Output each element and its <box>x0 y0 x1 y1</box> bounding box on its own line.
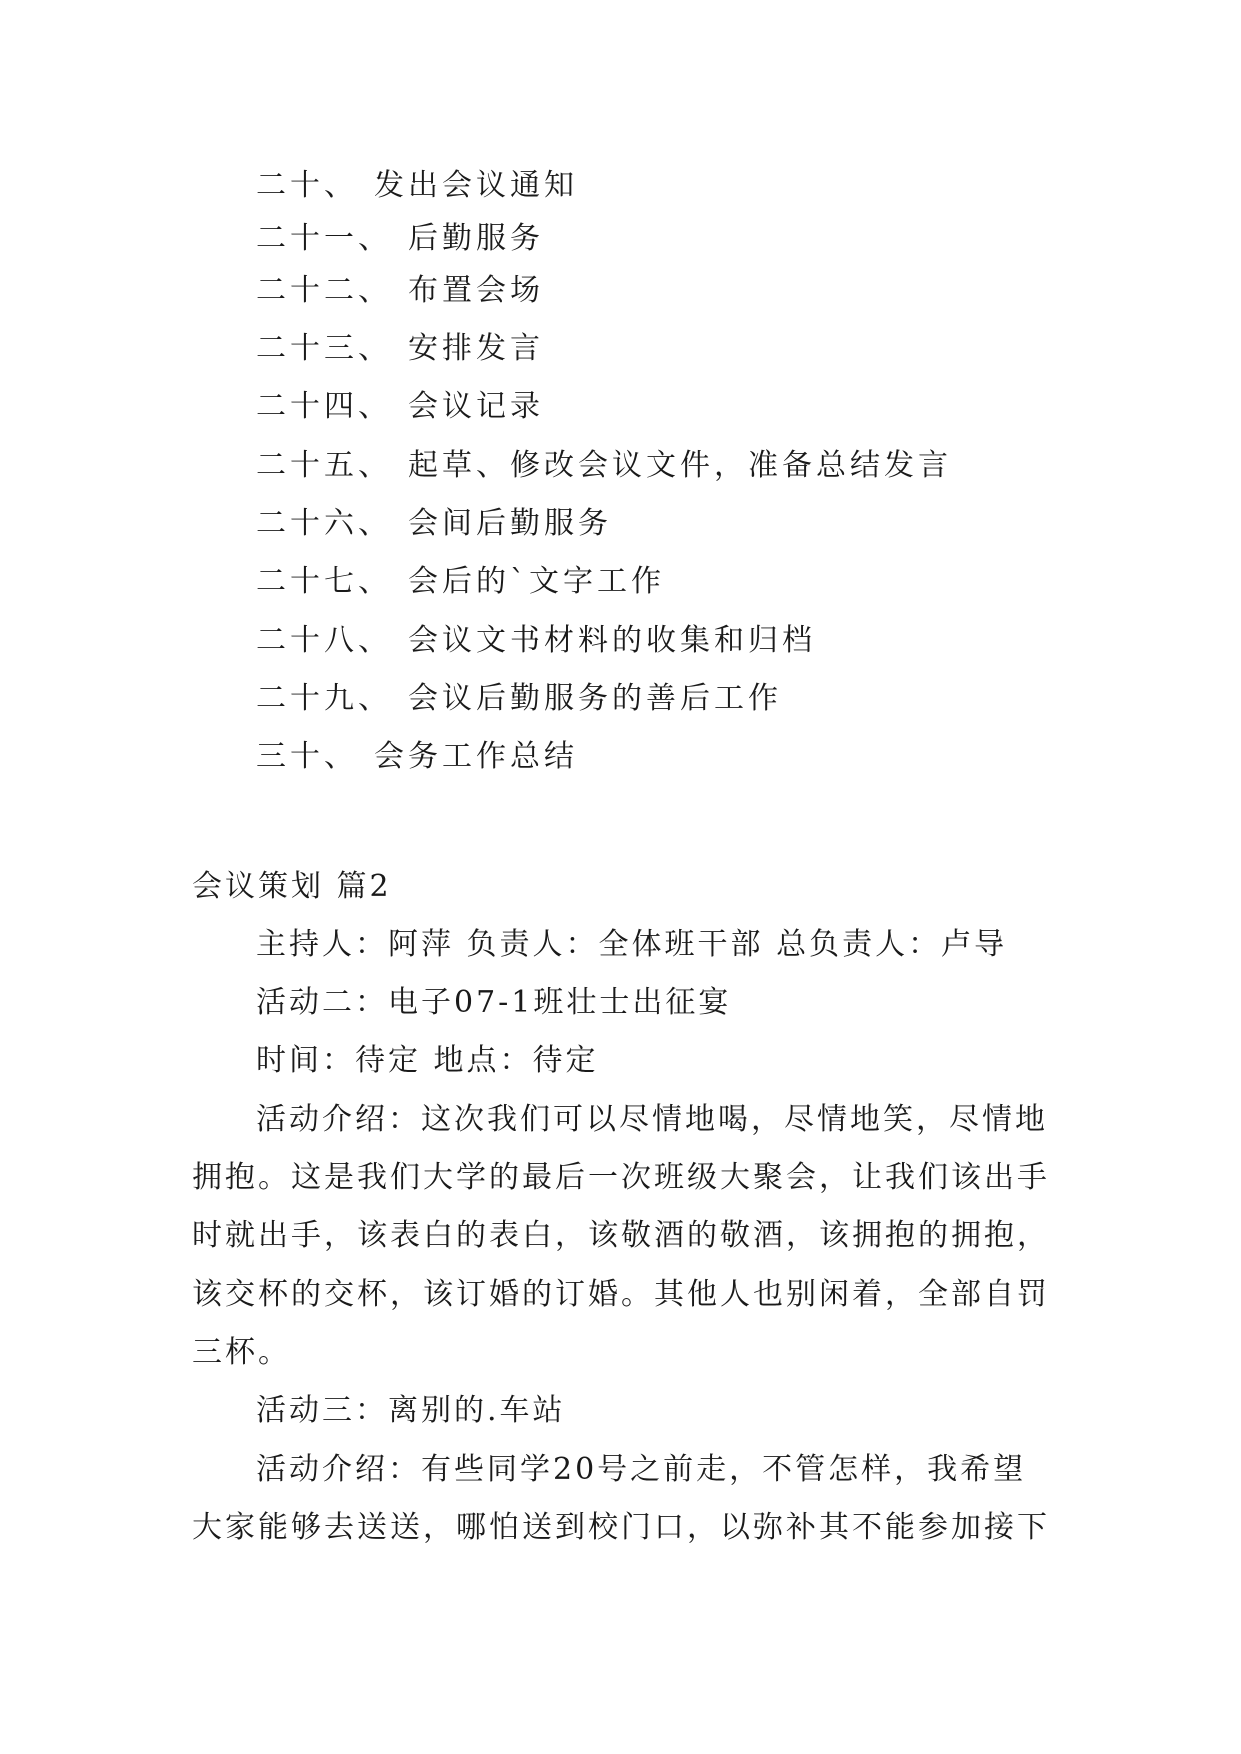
list-item <box>256 387 544 427</box>
paragraph-line: 活动介绍：这次我们可以尽情地喝，尽情地笑，尽情地 <box>256 1102 1048 1137</box>
list-item-number: 二十六、 <box>256 506 392 541</box>
list-item-number: 二十、 <box>256 168 358 203</box>
list-item-label: 安排发言 <box>408 331 544 366</box>
list-item-number: 二十四、 <box>256 389 392 424</box>
list-item-label: 后勤服务 <box>408 221 544 256</box>
list-item-number: 二十七、 <box>256 564 392 599</box>
list-item-label: 发出会议通知 <box>374 168 578 203</box>
list-item <box>256 562 665 602</box>
list-item-label: 会议记录 <box>408 389 544 424</box>
list-item-number: 二十二、 <box>256 273 392 308</box>
list-item <box>256 679 782 719</box>
list-item-number: 二十九、 <box>256 681 392 716</box>
paragraph-line: 活动三：离别的.车站 <box>256 1393 566 1428</box>
paragraph-line: 拥抱。这是我们大学的最后一次班级大聚会，让我们该出手 <box>192 1160 1050 1195</box>
list-item-label: 会间后勤服务 <box>408 506 612 541</box>
paragraph-line: 该交杯的交杯，该订婚的订婚。其他人也别闲着，全部自罚 <box>192 1277 1050 1312</box>
list-item-label: 会议文书材料的收集和归档 <box>408 623 816 658</box>
list-item-number: 二十三、 <box>256 331 392 366</box>
list-item <box>256 504 612 544</box>
list-item-label: 会务工作总结 <box>374 739 578 774</box>
list-item <box>256 219 544 259</box>
paragraph-line: 活动二：电子07-1班壮士出征宴 <box>256 985 732 1020</box>
paragraph-line: 时就出手，该表白的表白，该敬酒的敬酒，该拥抱的拥抱， <box>192 1218 1050 1253</box>
paragraph-line: 大家能够去送送，哪怕送到校门口，以弥补其不能参加接下 <box>192 1510 1050 1545</box>
list-item <box>256 271 544 311</box>
list-item-number: 二十一、 <box>256 221 392 256</box>
paragraph-line: 活动介绍：有些同学20号之前走，不管怎样，我希望 <box>256 1452 1027 1487</box>
list-item <box>256 446 952 486</box>
list-item <box>256 737 578 777</box>
list-item-label: 会议后勤服务的善后工作 <box>408 681 782 716</box>
paragraph-line: 时间：待定 地点：待定 <box>256 1043 599 1078</box>
paragraph-line: 主持人：阿萍 负责人：全体班干部 总负责人：卢导 <box>256 927 1008 962</box>
list-item-number: 二十八、 <box>256 623 392 658</box>
list-item-label: 会后的`文字工作 <box>408 564 665 599</box>
list-item-number: 三十、 <box>256 739 358 774</box>
list-item-number: 二十五、 <box>256 448 392 483</box>
section-heading: 会议策划 篇2 <box>192 869 392 904</box>
list-item <box>256 621 816 661</box>
list-item-label: 起草、修改会议文件，准备总结发言 <box>408 448 952 483</box>
paragraph-line: 三杯。 <box>192 1335 291 1370</box>
list-item-label: 布置会场 <box>408 273 544 308</box>
list-item <box>256 166 578 206</box>
list-item <box>256 329 544 369</box>
